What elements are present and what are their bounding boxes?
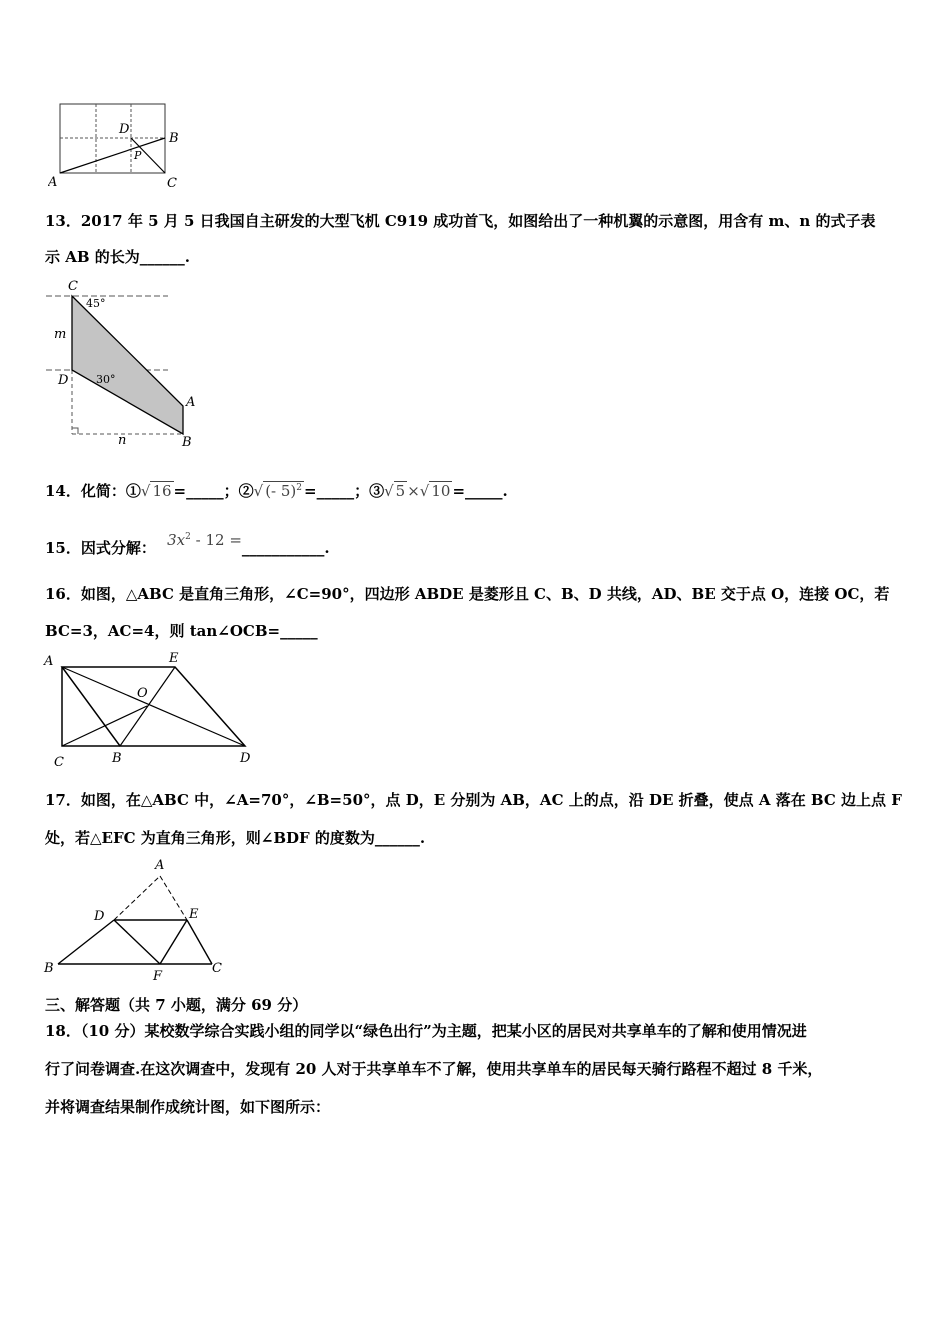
question-text: 如图，△ABC 是直角三角形，∠C=90°，四边形 ABDE 是菱形且 C、B、D 共线，AD、BE 交于点 O，连接 OC，若 bbox=[80, 585, 890, 603]
segment-ab bbox=[60, 138, 165, 173]
label-p: P bbox=[134, 149, 142, 162]
segment-df bbox=[114, 920, 160, 964]
label-b: B bbox=[169, 131, 179, 146]
wing-shape bbox=[72, 296, 183, 434]
question-text: 如图，在△ABC 中，∠A=70°，∠B=50°，点 D，E 分别为 AB，AC 上的点，沿 DE 折叠，使点 A 落在 BC 边上点 F bbox=[80, 791, 902, 809]
times-sign: × bbox=[407, 482, 420, 500]
diagonal-be bbox=[120, 667, 175, 746]
label-d: D bbox=[94, 909, 105, 924]
equals-2: =_____；③ bbox=[304, 482, 385, 500]
question-number: 17． bbox=[45, 791, 81, 809]
label-a: A bbox=[48, 175, 58, 190]
diagonal-ad bbox=[62, 667, 245, 746]
figure-q12 bbox=[48, 98, 188, 190]
label-b: B bbox=[44, 961, 54, 976]
segment-ec bbox=[187, 920, 212, 964]
question-number: 16． bbox=[45, 585, 81, 603]
angle-45-label: 45° bbox=[86, 297, 106, 310]
radicand-3b: 10 bbox=[431, 482, 451, 500]
question-16-line2: BC=3，AC=4，则 tan∠OCB=_____ bbox=[45, 622, 318, 640]
label-e: E bbox=[189, 907, 199, 922]
question-16-line1 bbox=[45, 584, 889, 604]
label-a: A bbox=[186, 395, 196, 410]
label-b: B bbox=[182, 435, 192, 448]
right-angle-mark bbox=[72, 428, 78, 434]
sqrt-16: √ 16 bbox=[140, 482, 172, 500]
equals-3: =_____. bbox=[452, 482, 508, 500]
question-18-line3: 并将调查结果制作成统计图，如下图所示： bbox=[45, 1098, 331, 1116]
figure-q16 bbox=[40, 649, 265, 771]
label-e: E bbox=[169, 651, 179, 666]
label-a: A bbox=[155, 858, 165, 873]
label-o: O bbox=[137, 686, 148, 701]
question-text: 因式分解： bbox=[80, 539, 156, 557]
radicand-3a: 5 bbox=[395, 482, 406, 500]
radicand-2: (- 5) bbox=[265, 482, 297, 500]
label-c: C bbox=[54, 755, 64, 770]
exponent: 2 bbox=[185, 532, 191, 542]
question-17-line1 bbox=[45, 790, 902, 810]
label-a: A bbox=[44, 654, 54, 669]
figure-q13 bbox=[44, 276, 204, 448]
prefix: 化简：① bbox=[80, 482, 141, 500]
question-17-line2: 处，若△EFC 为直角三角形，则∠BDF 的度数为______. bbox=[45, 829, 426, 847]
question-number: 18． bbox=[45, 1022, 81, 1040]
question-13-line1 bbox=[45, 211, 876, 231]
exponent: 2 bbox=[296, 483, 303, 493]
question-number: 15． bbox=[45, 539, 81, 557]
question-13-line2: 示 AB 的长为______. bbox=[45, 248, 190, 266]
figure-q17 bbox=[40, 854, 230, 986]
label-m: m bbox=[54, 327, 67, 342]
label-c: C bbox=[68, 279, 78, 294]
label-c: C bbox=[212, 961, 222, 976]
radicand-1: 16 bbox=[152, 482, 172, 500]
question-14 bbox=[45, 478, 508, 501]
answer-blank: ___________. bbox=[241, 539, 330, 557]
question-text: 2017 年 5 月 5 日我国自主研发的大型飞机 C919 成功首飞，如图给出了一种机翼的示意图，用含有 m、n 的式子表 bbox=[80, 212, 876, 230]
question-number: 13． bbox=[45, 212, 81, 230]
question-18-line2: 行了问卷调查.在这次调查中，发现有 20 人对于共享单车不了解，使用共享单车的居民每天骑行路程不超过 8 千米， bbox=[45, 1060, 823, 1078]
section-title: 三、解答题（共 7 小题，满分 69 分） bbox=[45, 996, 308, 1014]
segment-da-dashed bbox=[114, 876, 160, 920]
label-b: B bbox=[112, 751, 122, 766]
rest: - 12 = bbox=[190, 531, 242, 549]
equals-1: =_____；② bbox=[173, 482, 254, 500]
label-d: D bbox=[58, 373, 69, 388]
segment-ef bbox=[160, 920, 187, 964]
expression bbox=[167, 531, 242, 549]
sqrt-5-times-sqrt-10: √ 5 ×√ 10 bbox=[384, 482, 451, 500]
question-15 bbox=[45, 531, 330, 558]
segment-ae-dashed bbox=[160, 876, 187, 920]
question-text: （10 分）某校数学综合实践小组的同学以“绿色出行”为主题，把某小区的居民对共享单车的了解和使用情况进 bbox=[80, 1022, 807, 1040]
question-18-line1 bbox=[45, 1021, 807, 1041]
label-f: F bbox=[153, 969, 163, 984]
label-d: D bbox=[240, 751, 251, 766]
question-number: 14． bbox=[45, 482, 81, 500]
angle-30-label: 30° bbox=[96, 373, 116, 386]
sqrt-neg5-squared: √ (- 5)$^2$ bbox=[253, 482, 303, 500]
label-c: C bbox=[167, 176, 177, 190]
term: 3x bbox=[167, 531, 186, 549]
label-d: D bbox=[119, 122, 130, 137]
segment-bd bbox=[58, 920, 114, 964]
label-n: n bbox=[118, 433, 127, 448]
